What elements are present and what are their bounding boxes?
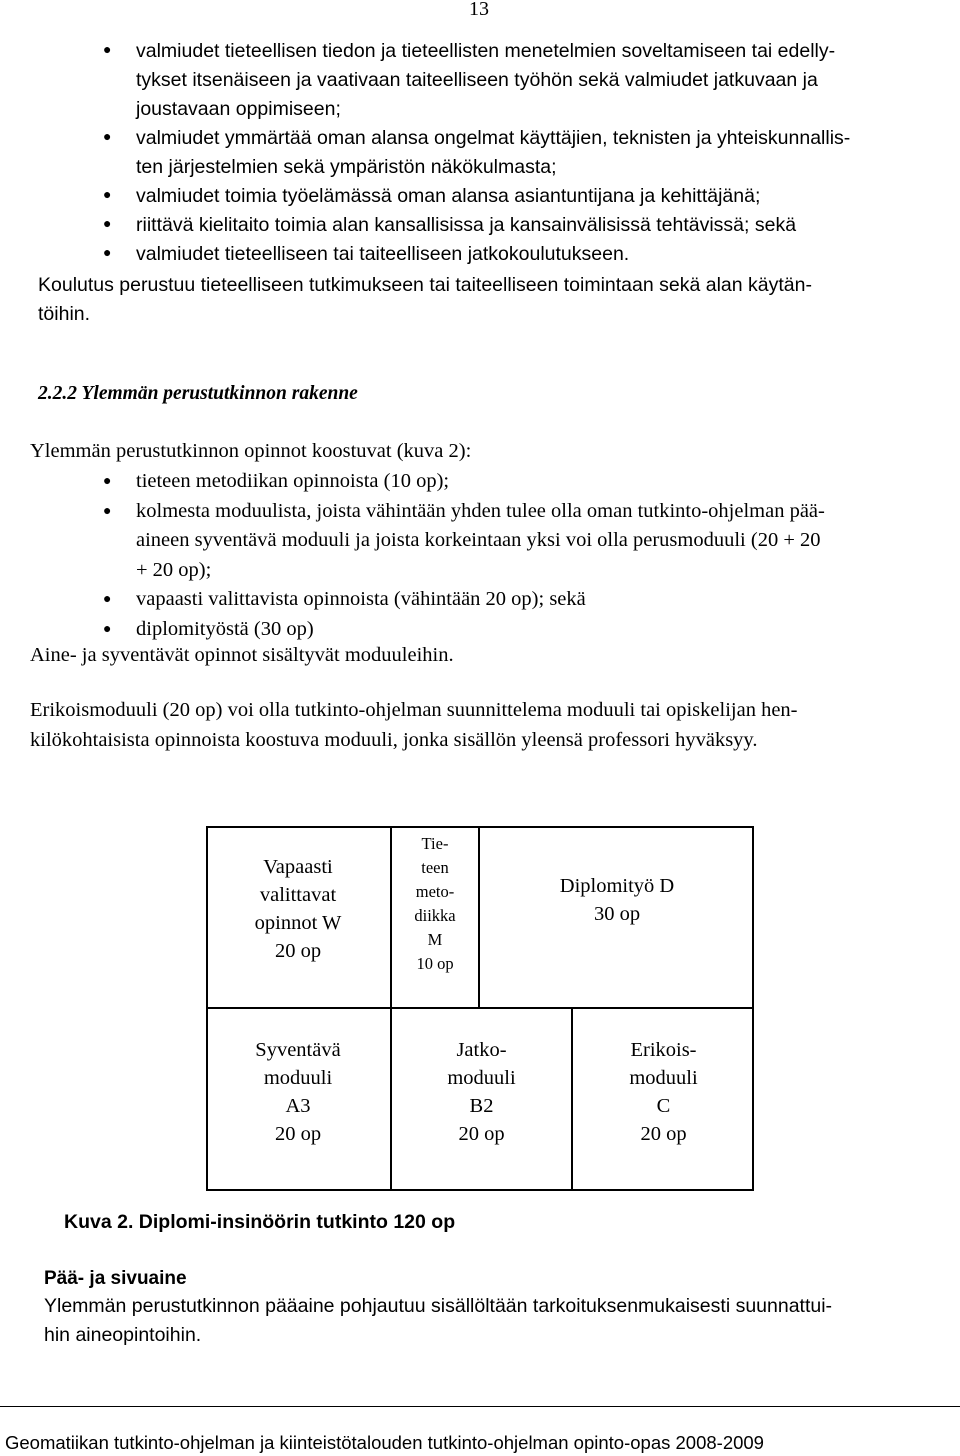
diagram-advanced-module-text xyxy=(206,1036,390,1148)
d-tr-line-2: 30 op xyxy=(593,903,641,925)
d-bl-line-4: 20 op xyxy=(274,1123,322,1145)
diagram-free-electives-text xyxy=(206,853,390,965)
bullet-icon: ● xyxy=(103,503,112,519)
paa-paragraph-line-2: hin aineopintoihin. xyxy=(44,1324,202,1346)
d-tl-line-4: 20 op xyxy=(274,940,322,962)
d-bm-line-1: Jatko- xyxy=(456,1039,507,1061)
d-bm-line-4: 20 op xyxy=(458,1123,505,1145)
d-tm-line-4: diikka xyxy=(414,906,456,925)
diagram-special-module-text xyxy=(573,1036,754,1148)
erikois-paragraph-line-1: Erikoismoduuli (20 op) voi olla tutkinto-ohjelman suunnittelema moduuli tai opiskelijan hen- xyxy=(30,699,798,721)
objective-item-5-line-1: valmiudet tieteelliseen tai taiteelliseen jatkokoulutukseen. xyxy=(136,243,630,265)
d-bm-line-3: B2 xyxy=(469,1095,494,1117)
bullet-icon: ● xyxy=(103,130,112,145)
d-tm-line-5: M xyxy=(427,930,443,949)
objective-item-2-line-1: valmiudet ymmärtää oman alansa ongelmat käyttäjien, teknisten ja yhteiskunnallis- xyxy=(136,127,851,149)
objective-item-1-line-3: joustavaan oppimiseen; xyxy=(136,98,341,120)
d-tl-line-3: opinnot W xyxy=(254,912,342,934)
d-bl-line-1: Syventävä xyxy=(255,1039,341,1061)
structure-item-3-line-1: vapaasti valittavista opinnoista (vähintään 20 op); sekä xyxy=(136,588,586,610)
d-br-line-1: Erikois- xyxy=(630,1039,697,1061)
intro-line: Ylemmän perustutkinnon opinnot koostuvat (kuva 2): xyxy=(30,440,472,462)
d-bm-line-2: moduuli xyxy=(447,1067,516,1089)
diagram-methodology-text xyxy=(390,832,480,976)
structure-item-2-line-3: + 20 op); xyxy=(136,558,212,581)
d-tl-line-1: Vapaasti xyxy=(263,856,333,878)
page-footer: Geomatiikan tutkinto-ohjelman ja kiinteistötalouden tutkinto-ohjelman opinto-opas 2008-2009 xyxy=(5,1432,764,1453)
objective-item-3-line-1: valmiudet toimia työelämässä oman alansa asiantuntijana ja kehittäjänä; xyxy=(136,185,761,207)
structure-item-2-line-2: aineen syventävä moduuli ja joista korkeintaan yksi voi olla perusmoduuli (20 + 20 xyxy=(136,529,821,551)
subheading: Pää- ja sivuaine xyxy=(44,1268,187,1289)
d-bl-line-2: moduuli xyxy=(263,1067,333,1089)
objective-item-1-line-1: valmiudet tieteellisen tiedon ja tieteellisten menetelmien soveltamiseen tai edelly- xyxy=(136,40,836,62)
bullet-icon: ● xyxy=(103,246,112,261)
koulutus-paragraph-line-1: Koulutus perustuu tieteelliseen tutkimukseen tai taiteelliseen toimintaan sekä alan käytän- xyxy=(38,274,812,296)
bullet-icon: ● xyxy=(103,474,112,489)
d-br-line-2: moduuli xyxy=(629,1067,698,1089)
d-bl-line-3: A3 xyxy=(285,1095,311,1117)
section-heading: 2.2.2 Ylemmän perustutkinnon rakenne xyxy=(38,383,358,404)
bullet-icon: ● xyxy=(103,217,112,232)
diagram-thesis-text xyxy=(480,872,754,928)
d-tm-line-3: meto- xyxy=(415,882,455,901)
objective-item-2-line-2: ten järjestelmien sekä ympäristön näkökulmasta; xyxy=(136,156,557,178)
bullet-icon: ● xyxy=(103,592,112,607)
aine-line: Aine- ja syventävät opinnot sisältyvät moduuleihin. xyxy=(30,644,454,666)
d-tm-line-1: Tie- xyxy=(421,834,449,853)
bullet-icon: ● xyxy=(103,43,112,58)
page-number: 13 xyxy=(469,0,489,20)
objective-item-4-line-1: riittävä kielitaito toimia alan kansallisissa ja kansainvälisissä tehtävissä; sekä xyxy=(136,214,797,236)
d-tm-line-2: teen xyxy=(421,858,449,877)
objective-item-1-line-2: tykset itsenäiseen ja vaativaan taiteelliseen työhön sekä valmiudet jatkuvaan ja xyxy=(136,69,818,91)
paa-paragraph-line-1: Ylemmän perustutkinnon pääaine pohjautuu sisällöltään tarkoituksenmukaisesti suunnattui- xyxy=(44,1295,833,1317)
koulutus-paragraph-line-2: töihin. xyxy=(38,303,91,325)
d-br-line-4: 20 op xyxy=(640,1123,687,1145)
structure-item-1-line-1: tieteen metodiikan opinnoista (10 op); xyxy=(136,470,450,492)
footer-divider xyxy=(0,1406,960,1407)
figure-caption: Kuva 2. Diplomi-insinöörin tutkinto 120 op xyxy=(64,1211,456,1233)
d-br-line-3: C xyxy=(656,1095,671,1117)
bullet-icon: ● xyxy=(103,621,112,637)
bullet-icon: ● xyxy=(103,188,112,203)
structure-item-4-line-1: diplomityöstä (30 op) xyxy=(136,617,314,640)
d-tm-line-6: 10 op xyxy=(416,954,454,973)
structure-item-2-line-1: kolmesta moduulista, joista vähintään yhden tulee olla oman tutkinto-ohjelman pää- xyxy=(136,499,825,522)
d-tr-line-1: Diplomityö D xyxy=(559,875,675,897)
d-tl-line-2: valittavat xyxy=(259,884,337,906)
erikois-paragraph-line-2: kilökohtaisista opinnoista koostuva moduuli, jonka sisällön yleensä professori hyväksyy. xyxy=(30,729,758,751)
diagram-continuation-module-text xyxy=(390,1036,573,1148)
